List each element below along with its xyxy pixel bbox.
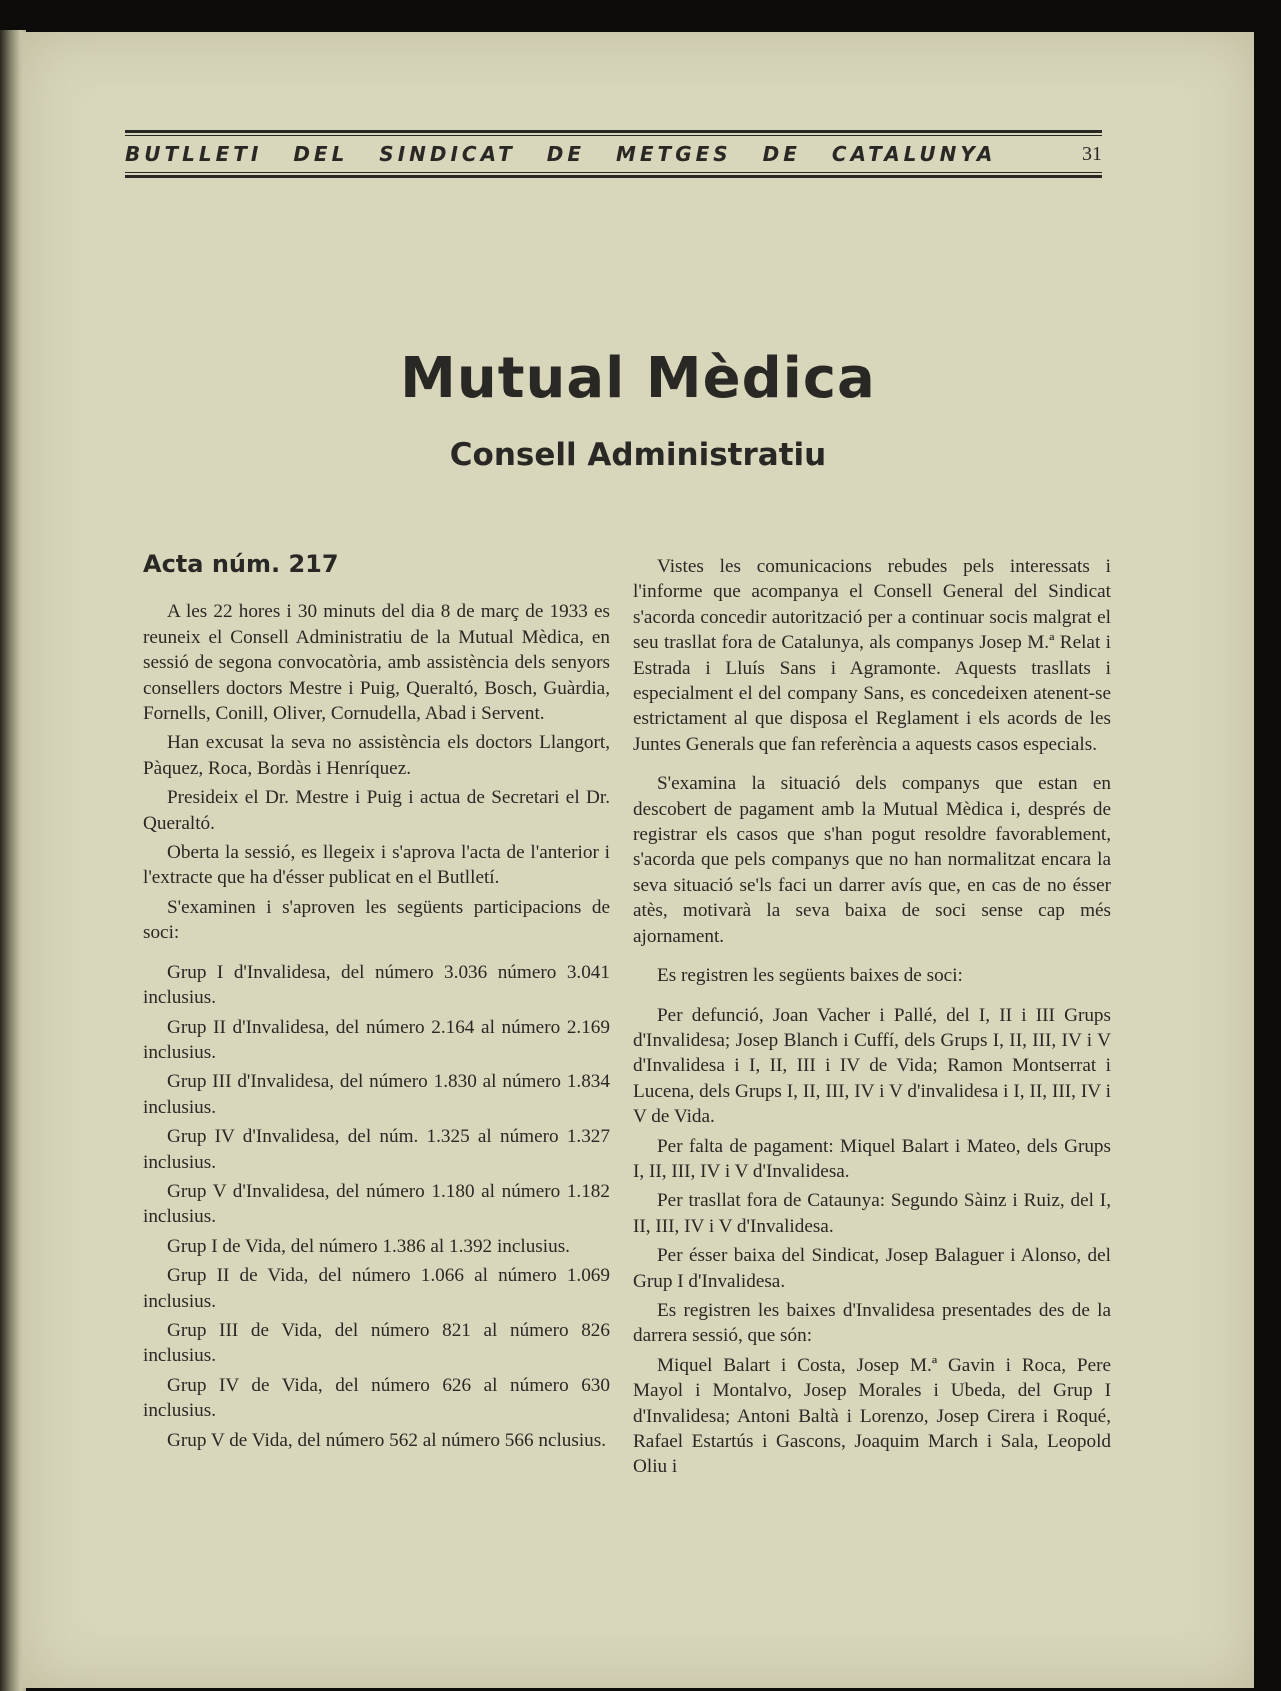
paragraph: Presideix el Dr. Mestre i Puig i actua de Secretari el Dr. Queraltó. xyxy=(143,787,610,834)
page-number: 31 xyxy=(1082,142,1102,165)
minutes-heading: Acta núm. 217 xyxy=(143,550,339,578)
header-rule-bottom-thin xyxy=(125,172,1102,173)
group-entry: Grup I de Vida, del número 1.386 al 1.392 inclusius. xyxy=(167,1235,570,1257)
paragraph: Es registren les següents baixes de soci: xyxy=(657,965,963,987)
group-entry: Grup I d'Invalidesa, del número 3.036 número 3.041 inclusius. xyxy=(143,961,610,1009)
paragraph: Han excusat la seva no assistència els doctors Llangort, Pàquez, Roca, Bordàs i Henríquez. xyxy=(143,732,610,779)
group-entry: Grup V d'Invalidesa, del número 1.180 al número 1.182 inclusius. xyxy=(143,1180,610,1228)
group-entry: Grup V de Vida, del número 562 al número 566 nclusius. xyxy=(167,1429,607,1451)
group-entry: Grup III d'Invalidesa, del número 1.830 al número 1.834 inclusius. xyxy=(143,1071,610,1118)
paragraph: Miquel Balart i Costa, Josep M.ª Gavin i Roca, Pere Mayol i Montalvo, Josep Morales i Ubeda, del Grup I d'Invalidesa; Antoni Baltà i Lorenzo, Josep Cirera i Roqué, Rafael Estartús i Gascons, Joaquim March i Sala, Leopold Oliu i xyxy=(633,1354,1111,1478)
running-head: BUTLLETI DEL SINDICAT DE METGES DE CATALUNYA xyxy=(125,142,997,166)
left-column xyxy=(143,552,610,1457)
article-title: Mutual Mèdica xyxy=(400,346,876,411)
group-entry: Grup IV de Vida, del número 626 al número 630 inclusius. xyxy=(143,1374,610,1422)
group-entry: Grup II de Vida, del número 1.066 al número 1.069 inclusius. xyxy=(143,1265,610,1312)
paragraph: Per trasllat fora de Cataunya: Segundo Sàinz i Ruiz, del I, II, III, IV i V d'Invalidesa. xyxy=(633,1190,1111,1237)
header-rule-bottom xyxy=(125,175,1102,178)
header-rule-top xyxy=(125,130,1102,133)
paragraph: Per falta de pagament: Miquel Balart i Mateo, dels Grups I, II, III, IV i V d'Invalidesa. xyxy=(633,1135,1111,1182)
paragraph: Oberta la sessió, es llegeix i s'aprova l'acta de l'anterior i l'extracte que ha d'ésser publicat en el Butlletí. xyxy=(143,842,610,889)
paragraph: Per ésser baixa del Sindicat, Josep Balaguer i Alonso, del Grup I d'Invalidesa. xyxy=(633,1245,1111,1292)
group-entry: Grup III de Vida, del número 821 al número 826 inclusius. xyxy=(143,1319,610,1367)
paragraph: S'examina la situació dels companys que estan en descobert de pagament amb la Mutual Mèdica i, després de registrar els casos que s'han pogut resoldre favorablement, s'acorda que pels companys que no han normalitzat encara la seva situació se'ls faci un darrer avís que, en cas de no ésser atès, motivarà la seva baixa de soci sense cap més ajornament. xyxy=(633,773,1111,947)
paragraph: Vistes les comunicacions rebudes pels interessats i l'informe que acompanya el Consell General del Sindicat s'acorda concedir autorització per a continuar socis malgrat el seu trasllat fora de Catalunya, als companys Josep M.ª Relat i Estrada i Lluís Sans i Agramonte. Aquests trasllats i especialment el del company Sans, es concedeixen atenent-se estrictament al que disposa el Reglament i els acords de les Juntes Generals que fan referència a aquests casos especials. xyxy=(633,556,1111,755)
paragraph: S'examinen i s'aproven les següents participacions de soci: xyxy=(143,896,610,944)
paragraph: Per defunció, Joan Vacher i Pallé, del I, II i III Grups d'Invalidesa; Josep Blanch i Cuffí, dels Grups I, II, III, IV i V d'Invalidesa i I, II, III i IV de Vida; Ramon Montserrat i Lucena, dels Grups I, II, III, IV i V d'invalidesa i I, II, III, IV i V de Vida. xyxy=(633,1004,1111,1128)
page-header xyxy=(125,130,1102,178)
right-column xyxy=(633,554,1111,1484)
paragraph: A les 22 hores i 30 minuts del dia 8 de març de 1933 es reuneix el Consell Administratiu de la Mutual Mèdica, en sessió de segona convocatòria, amb assistència dels senyors consellers doctors Mestre i Puig, Queraltó, Bosch, Guàrdia, Fornells, Conill, Oliver, Cornudella, Abad i Servent. xyxy=(143,601,610,725)
article-subtitle: Consell Administratiu xyxy=(449,437,827,473)
group-entry: Grup IV d'Invalidesa, del núm. 1.325 al número 1.327 inclusius. xyxy=(143,1126,610,1173)
header-row xyxy=(125,136,1102,170)
document-page xyxy=(22,32,1254,1688)
paragraph: Es registren les baixes d'Invalidesa presentades des de la darrera sessió, que són: xyxy=(633,1299,1111,1347)
group-entry: Grup II d'Invalidesa, del número 2.164 al número 2.169 inclusius. xyxy=(143,1016,610,1063)
